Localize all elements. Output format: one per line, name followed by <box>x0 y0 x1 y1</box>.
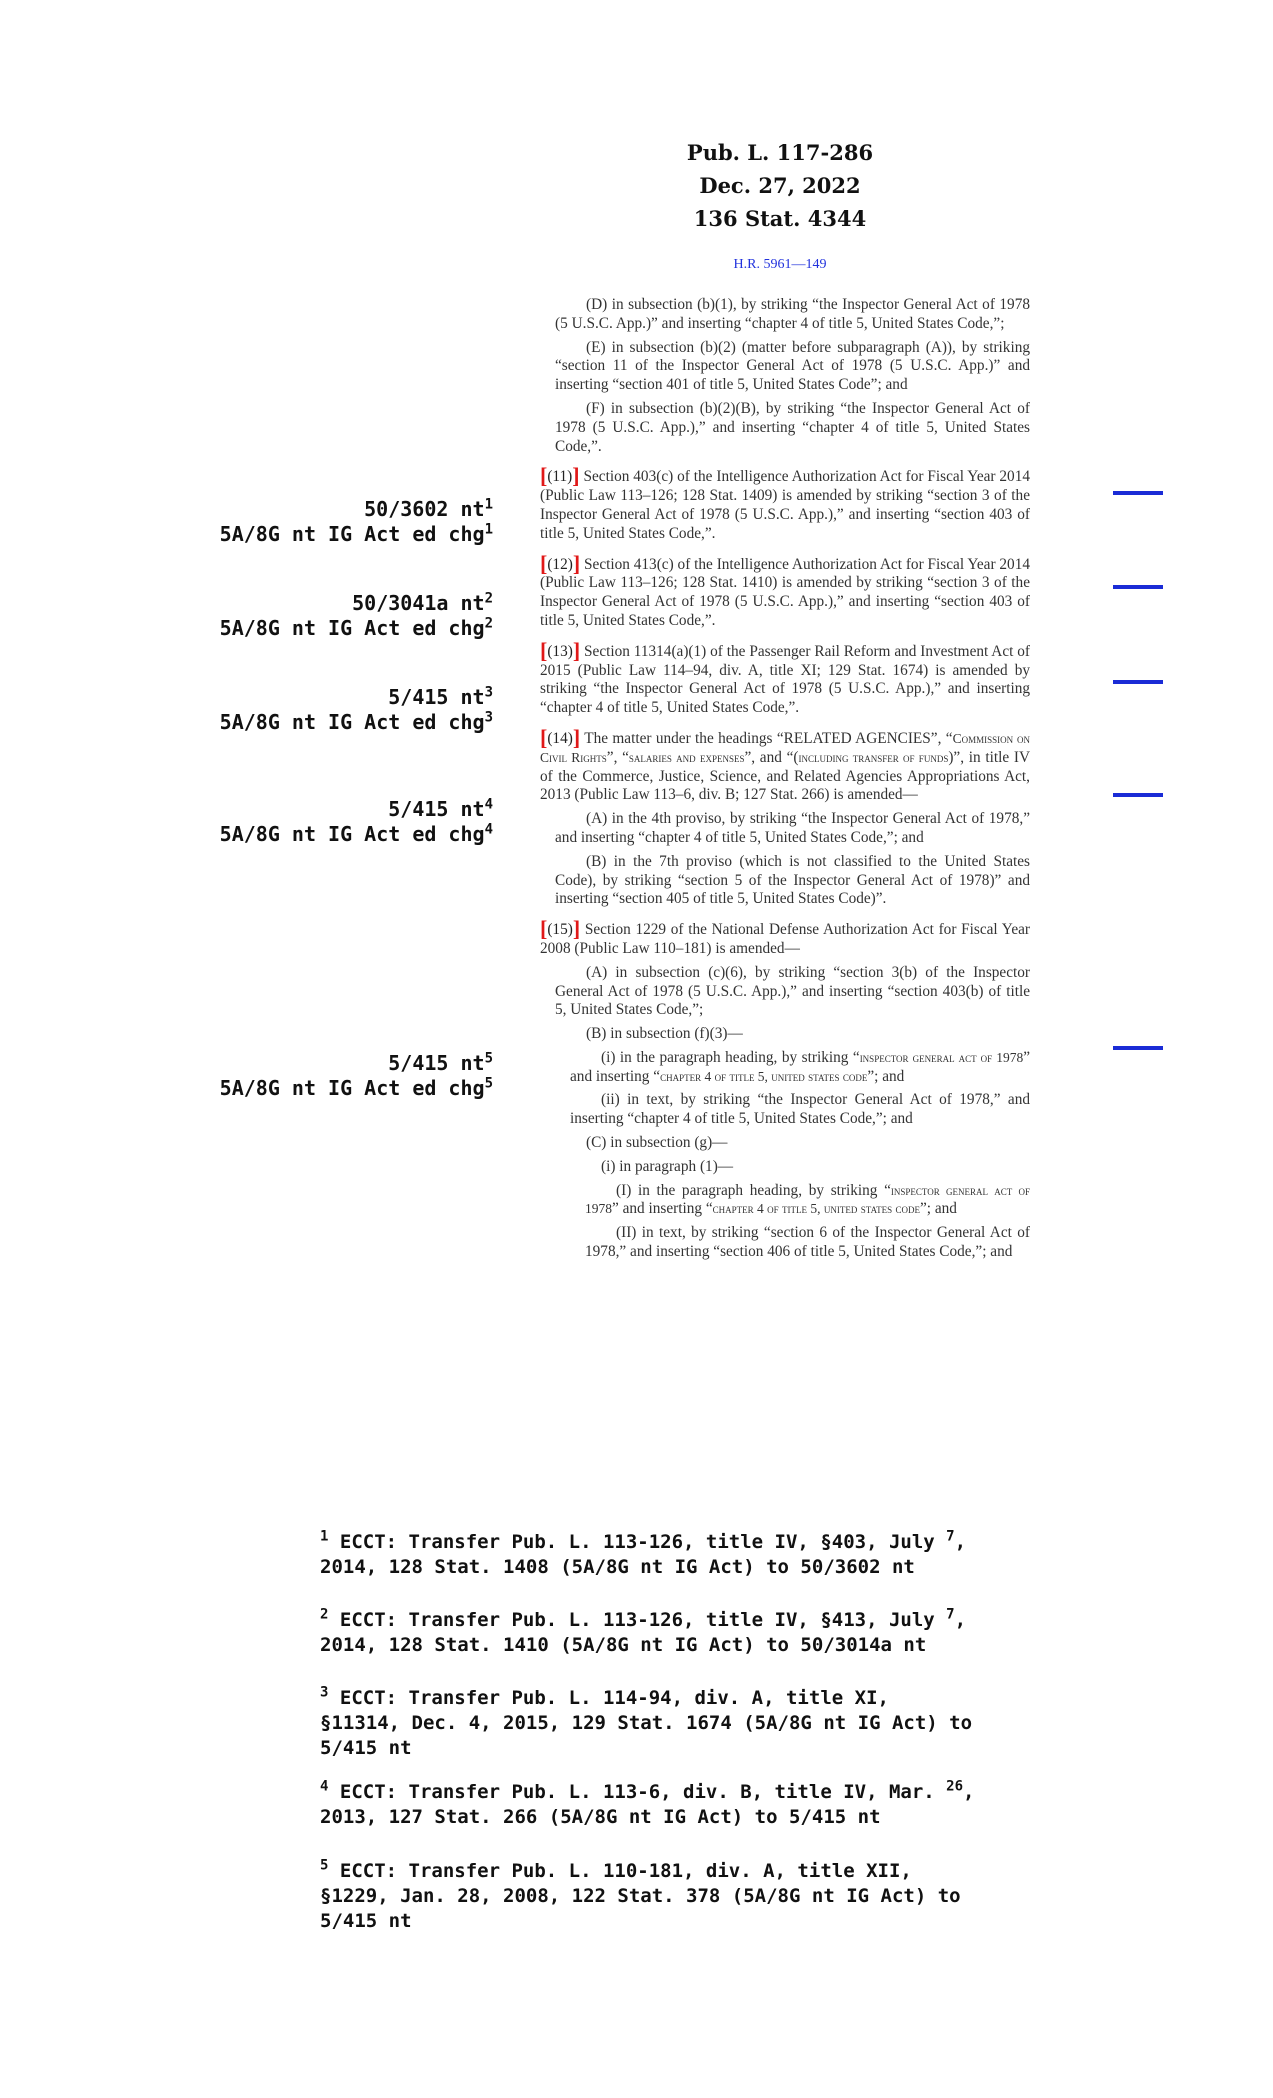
margin-note-change: 5A/8G nt IG Act ed chg <box>219 616 485 640</box>
footnote-2 <box>320 1608 1000 1658</box>
paragraph-15 <box>540 916 1030 959</box>
margin-note-change: 5A/8G nt IG Act ed chg <box>219 822 485 846</box>
subparagraph-D: (D) in subsection (b)(1), by striking “the Inspector General Act of 1978 (5 U.S.C. App.)” and inserting “chapter 4 of title 5, United States Code,”; <box>555 296 1030 332</box>
footnote-4 <box>320 1780 1000 1830</box>
change-bar <box>1113 680 1163 684</box>
subparagraph-14B: (B) in the 7th proviso (which is not classified to the United States Code), by striking “section 5 of the Inspector General Act of 1978)” and inserting “section 405 of title 5, United States Code)”. <box>555 852 1030 908</box>
footnote-text: , 2013, 127 Stat. 266 (5A/8G nt IG Act) to 5/415 nt <box>320 1781 975 1828</box>
paragraph-text: )”, in title IV of the Commerce, Justice, Science, and Related Agencies Appropriations Act, 2013 (Public Law 113–6, div. B; 127 Stat. 266) is amended— <box>540 748 1031 804</box>
margin-note-code: 5/415 nt <box>388 1051 485 1075</box>
bracket-open: [ <box>540 637 548 663</box>
paragraph-13 <box>540 637 1030 718</box>
paragraph-text: ”, “ <box>606 748 629 766</box>
margin-note-code: 5/415 nt <box>388 797 485 821</box>
change-bar <box>1113 491 1163 495</box>
clause-15Ci: (i) in paragraph (1)— <box>601 1157 734 1175</box>
footnote-ref[interactable]: 4 <box>484 821 493 838</box>
footnote-ref[interactable]: 3 <box>484 709 493 726</box>
small-caps-text: salaries and expenses <box>628 749 745 765</box>
footnote-sup: 7 <box>946 1606 955 1623</box>
margin-note-code: 5/415 nt <box>388 685 485 709</box>
paragraph-text: Section 11314(a)(1) of the Passenger Rail Reform and Investment Act of 2015 (Public Law 114–94, div. A, title XI; 129 Stat. 1674) is amended by striking “the Inspector General Act of 1978 (5 U.S.C. App.),” and inserting “chapter 4 of title 5, United States Code,”. <box>540 642 1030 717</box>
margin-note-1 <box>173 497 493 547</box>
bracket-close: ] <box>572 724 581 750</box>
footnote-number: 3 <box>320 1684 329 1701</box>
small-caps-text: Commission on Civil Rights <box>540 730 1030 765</box>
footnote-ref[interactable]: 2 <box>484 615 493 632</box>
subparagraph-F: (F) in subsection (b)(2)(B), by striking “the Inspector General Act of 1978 (5 U.S.C. App.),” and inserting “chapter 4 of title 5, United States Code,”. <box>555 399 1030 455</box>
enactment-date: Dec. 27, 2022 <box>699 173 861 198</box>
footnote-5 <box>320 1859 1000 1934</box>
small-caps-text: chapter 4 of title 5, united states code <box>660 1068 868 1084</box>
clause-text: (i) in the paragraph heading, by striking “ <box>601 1048 860 1066</box>
bracket-close: ] <box>572 463 580 489</box>
paragraph-12 <box>540 550 1030 631</box>
subclause-text: ”; and <box>919 1200 957 1218</box>
small-caps-text: including transfer of funds <box>798 749 949 765</box>
footnote-1 <box>320 1530 1000 1580</box>
footnote-number: 1 <box>320 1528 329 1545</box>
public-law-number: Pub. L. 117-286 <box>686 140 874 165</box>
footnote-ref[interactable]: 4 <box>484 796 493 813</box>
footnote-ref[interactable]: 1 <box>484 521 493 538</box>
small-caps-text: inspector general act of 1978 <box>859 1049 1024 1065</box>
paragraph-number: (12) <box>547 555 573 573</box>
footnote-sup: 7 <box>946 1528 955 1545</box>
margin-note-3 <box>173 685 493 735</box>
change-bar <box>1113 793 1163 797</box>
footnote-text: ECCT: Transfer Pub. L. 113-6, div. B, title IV, Mar. <box>328 1781 947 1803</box>
clause-text: ”; and <box>867 1067 905 1085</box>
footnote-ref[interactable]: 1 <box>484 496 493 513</box>
bracket-close: ] <box>572 550 581 576</box>
margin-note-5 <box>173 1051 493 1101</box>
clause-15Bi <box>540 1049 1030 1087</box>
paragraph-text: The matter under the headings “RELATED AGENCIES”, “ <box>580 729 953 747</box>
subparagraph-15C: (C) in subsection (g)— <box>586 1134 728 1152</box>
footnote-text: ECCT: Transfer Pub. L. 113-126, title IV, §413, July <box>328 1609 947 1631</box>
change-bar <box>1113 585 1163 589</box>
margin-note-4 <box>173 797 493 847</box>
paragraph-number: (13) <box>547 642 573 660</box>
subparagraph-E: (E) in subsection (b)(2) (matter before subparagraph (A)), by striking “section 11 of the Inspector General Act of 1978 (5 U.S.C. App.)” and inserting “section 401 of title 5, United States Code”; and <box>555 338 1030 394</box>
paragraph-number: (11) <box>547 468 573 486</box>
margin-note-change: 5A/8G nt IG Act ed chg <box>219 1076 485 1100</box>
clause-15Bii: (ii) in text, by striking “the Inspector General Act of 1978,” and inserting “chapter 4 of title 5, United States Code,”; and <box>570 1091 1030 1128</box>
margin-note-change: 5A/8G nt IG Act ed chg <box>219 710 485 734</box>
subclause-15CiII: (II) in text, by striking “section 6 of the Inspector General Act of 1978,” and inserting “section 406 of title 5, United States Code,”; and <box>585 1224 1030 1261</box>
subparagraph-15A: (A) in subsection (c)(6), by striking “section 3(b) of the Inspector General Act of 1978 (5 U.S.C. App.),” and inserting “section 403(b) of title 5, United States Code,”; <box>555 963 1030 1019</box>
paragraph-text: Section 403(c) of the Intelligence Authorization Act for Fiscal Year 2014 (Public Law 113–126; 128 Stat. 1409) is amended by striking “section 3 of the Inspector General Act of 1978 (5 U.S.C. App.),” and inserting “section 403 of title 5, United States Code,”. <box>540 468 1030 542</box>
footnote-text: ECCT: Transfer Pub. L. 113-126, title IV, §403, July <box>328 1531 947 1553</box>
paragraph-11 <box>540 463 1030 543</box>
bill-reference[interactable]: H.R. 5961—149 <box>733 257 827 272</box>
paragraph-14 <box>540 724 1031 805</box>
footnote-number: 2 <box>320 1606 329 1623</box>
statute-citation: 136 Stat. 4344 <box>693 206 867 231</box>
footnote-text: ECCT: Transfer Pub. L. 110-181, div. A, title XII, §1229, Jan. 28, 2008, 122 Stat. 378 (5A/8G nt IG Act) to 5/415 nt <box>320 1860 961 1932</box>
change-bar <box>1113 1046 1163 1050</box>
footnote-ref[interactable]: 2 <box>484 590 493 607</box>
footnote-sup: 26 <box>946 1778 964 1795</box>
margin-note-code: 50/3041a nt <box>352 591 485 615</box>
bracket-close: ] <box>572 637 581 663</box>
footnote-text: , 2014, 128 Stat. 1410 (5A/8G nt IG Act) to 50/3014a nt <box>320 1609 967 1656</box>
footnote-number: 4 <box>320 1778 329 1795</box>
subclause-text: ” and inserting “ <box>612 1200 713 1218</box>
footnote-ref[interactable]: 3 <box>484 684 493 701</box>
small-caps-text: inspector general act of 1978 <box>585 1182 1030 1217</box>
footnote-3 <box>320 1686 1000 1761</box>
footnote-text: ECCT: Transfer Pub. L. 114-94, div. A, title XI, §11314, Dec. 4, 2015, 129 Stat. 1674 (5A/8G nt IG Act) to 5/415 nt <box>320 1687 973 1759</box>
paragraph-text: Section 1229 of the National Defense Authorization Act for Fiscal Year 2008 (Public Law 110–181) is amended— <box>540 921 1030 957</box>
margin-note-2 <box>173 591 493 641</box>
subclause-text: (I) in the paragraph heading, by striking “ <box>616 1181 891 1199</box>
paragraph-number: (14) <box>547 729 573 747</box>
subclause-15CiI <box>540 1182 1030 1220</box>
bracket-open: [ <box>540 724 548 750</box>
footnote-number: 5 <box>320 1857 329 1874</box>
paragraph-text: Section 413(c) of the Intelligence Authorization Act for Fiscal Year 2014 (Public Law 113–126; 128 Stat. 1410) is amended by striking “section 3 of the Inspector General Act of 1978 (5 U.S.C. App.),” and inserting “section 403 of title 5, United States Code,”. <box>540 555 1030 629</box>
subparagraph-14A: (A) in the 4th proviso, by striking “the Inspector General Act of 1978,” and inserting “chapter 4 of title 5, United States Code,”; and <box>555 810 1030 846</box>
bracket-open: [ <box>540 463 548 489</box>
subparagraph-15B: (B) in subsection (f)(3)— <box>586 1025 743 1043</box>
bracket-close: ] <box>572 916 581 942</box>
paragraph-number: (15) <box>547 921 573 939</box>
bill-text <box>540 296 1030 1267</box>
footnote-ref[interactable]: 5 <box>484 1075 493 1092</box>
small-caps-text: chapter 4 of title 5, united states code <box>712 1201 920 1217</box>
bracket-open: [ <box>540 916 548 942</box>
bracket-open: [ <box>540 550 548 576</box>
margin-note-change: 5A/8G nt IG Act ed chg <box>219 522 485 546</box>
footnote-text: , 2014, 128 Stat. 1408 (5A/8G nt IG Act) to 50/3602 nt <box>320 1531 967 1578</box>
clause-text: ” and inserting “ <box>570 1048 1030 1085</box>
footnote-ref[interactable]: 5 <box>484 1050 493 1067</box>
margin-note-code: 50/3602 nt <box>364 497 485 521</box>
paragraph-text: ”, and “( <box>744 748 799 766</box>
